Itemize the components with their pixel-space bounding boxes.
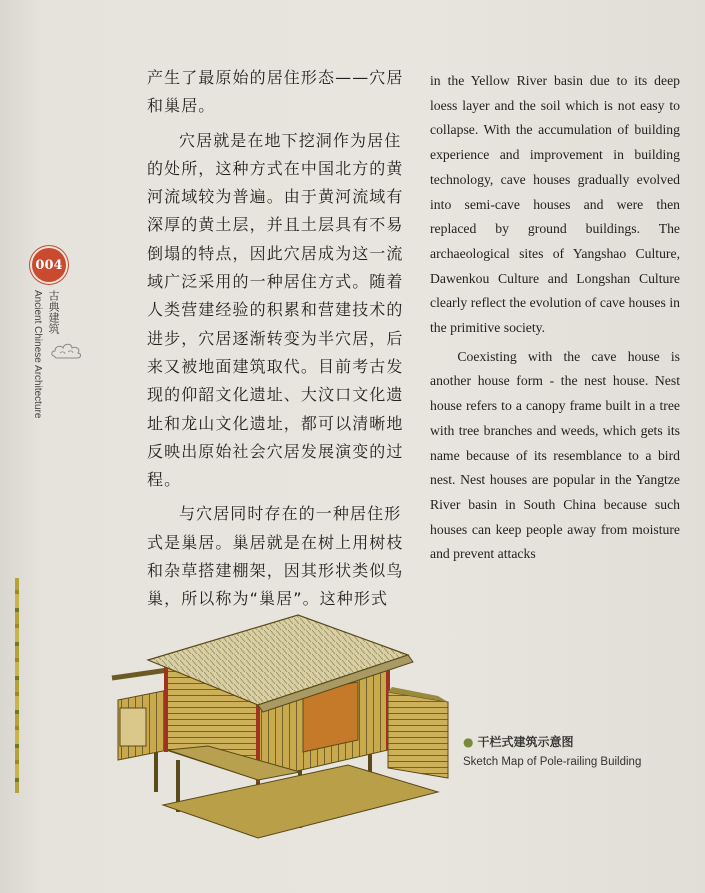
decorative-color-strip: [15, 578, 19, 793]
caption-zh-wrapper: [463, 733, 683, 750]
book-title-en: Ancient Chinese Architecture: [32, 290, 43, 419]
chinese-paragraph: 与穴居同时存在的一种居住形式是巢居。巢居就是在树上用树枝和杂草搭建棚架，因其形状类似鸟巢，所以称为“巢居”。这种形式: [147, 504, 404, 609]
cloud-ornament-icon: [50, 340, 84, 362]
english-paragraph: Coexisting with the cave house is another house form - the nest house. Nest house refers to a canopy frame built in a tree with tree branches and weeds, which gets its name because of its resemblance to a bird nest. Nest houses are popular in the Yangtze River basin in South China because such houses can keep people away from moisture and prevent attacks: [430, 348, 680, 562]
caption-zh: 干栏式建筑示意图: [477, 735, 574, 749]
chinese-text-column: [147, 64, 405, 620]
figure-caption: [463, 733, 683, 768]
chinese-paragraph: 穴居就是在地下挖洞作为居住的处所，这种方式在中国北方的黄河流域较为普遍。由于黄河流域有深厚的黄土层，并且土层具有不易倒塌的特点，因此穴居成为这一流域广泛采用的一种居住方式。随着人类营建经验的积累和营建技术的进步，穴居逐渐转变为半穴居，后来又被地面建筑取代。目前考古发现的仰韶文化遗址、大汶口文化遗址和龙山文化遗址，都可以清晰地反映出原始社会穴居发展演变的过程。: [147, 130, 404, 490]
chinese-paragraph: 产生了最原始的居住形态——穴居和巢居。: [147, 68, 404, 116]
english-text-column: [430, 69, 680, 567]
pole-railing-building-illustration: [108, 600, 453, 850]
english-paragraph: in the Yellow River basin due to its deep loess layer and the soil which is not easy to collapse. With the accumulation of building experience and improvement in building technology, cave houses gradually evolved into semi-cave houses and were then replaced by ground buildings. The archaeological sites of Yangshao Culture, Dawenkou Culture and Longshan Culture clearly reflect the evolution of cave houses in the primitive society.: [430, 73, 680, 336]
book-title-zh: 古典建筑: [47, 290, 60, 334]
bullet-dot-icon: ●: [463, 735, 474, 749]
page-number-badge: 004: [32, 248, 66, 282]
caption-en: Sketch Map of Pole-railing Building: [463, 756, 642, 768]
